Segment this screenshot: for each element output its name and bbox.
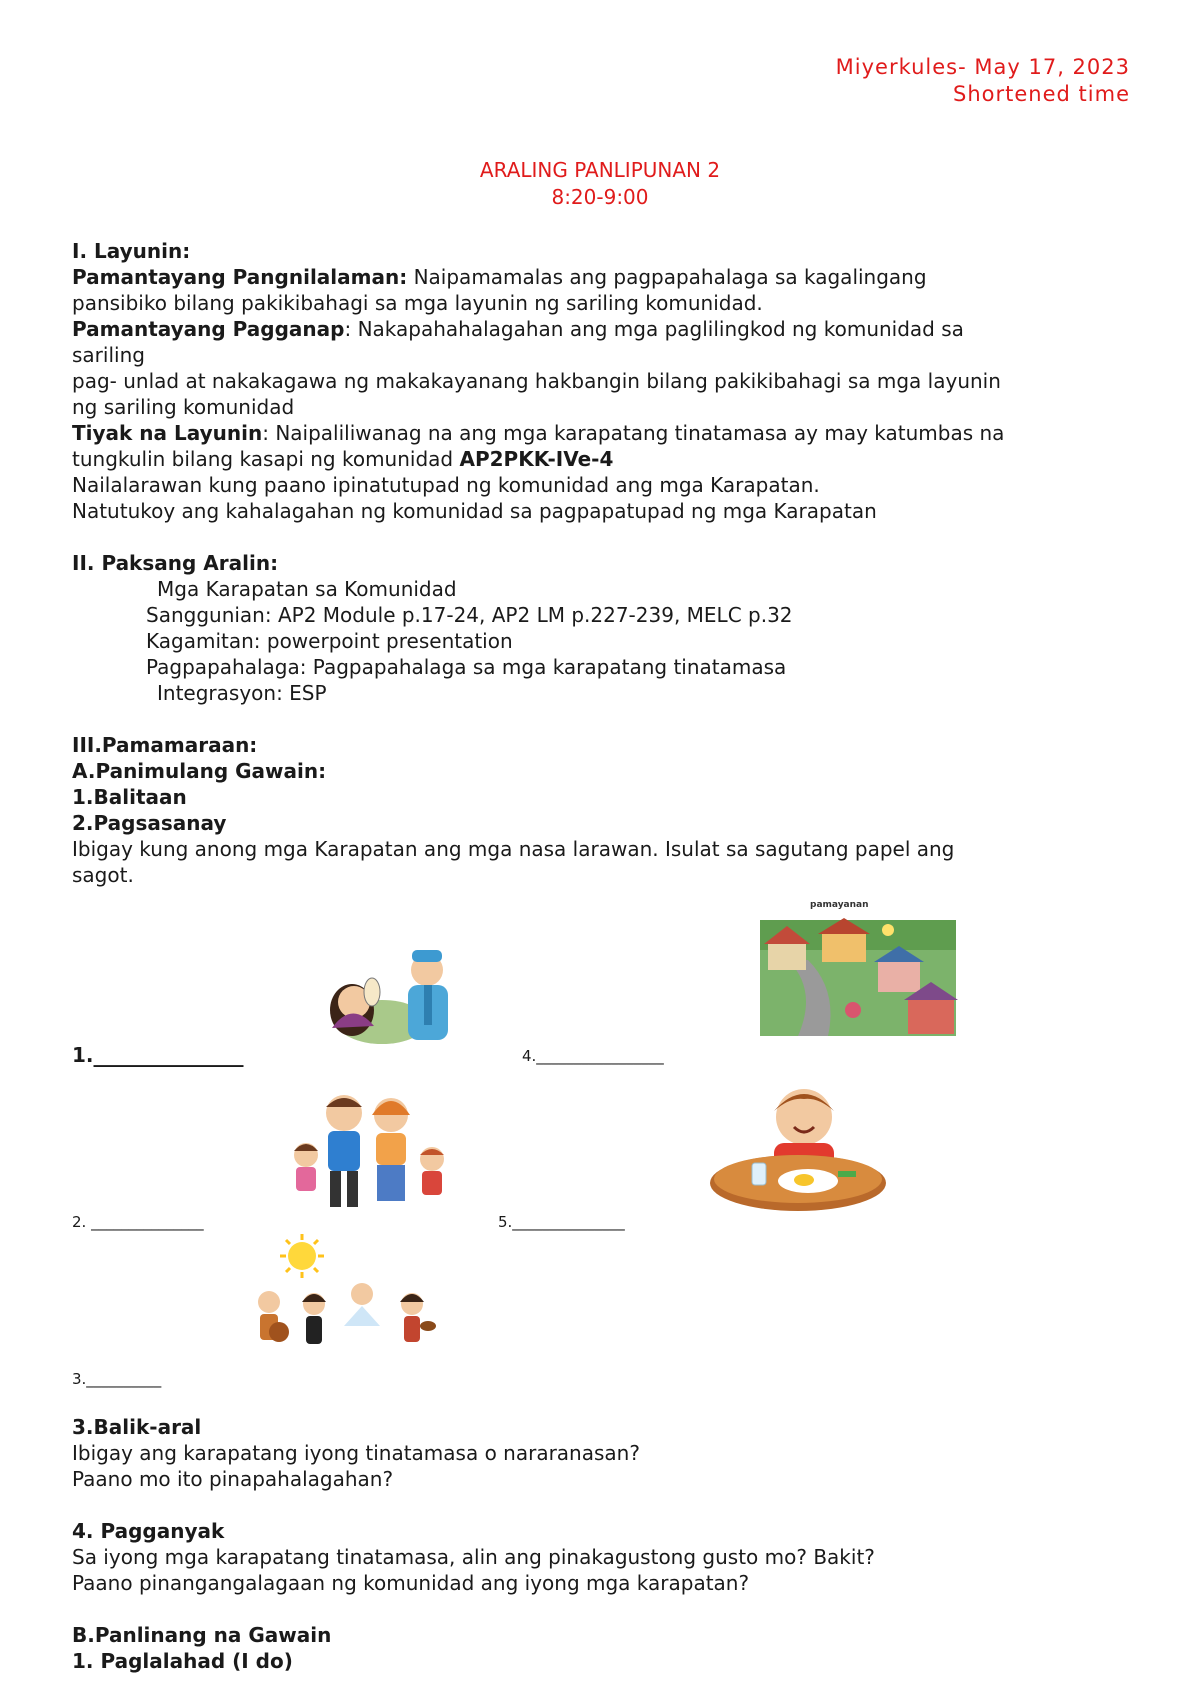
- pagganyak-heading: 4. Pagganyak: [72, 1519, 225, 1543]
- pagganap-text: : Nakapahahalagahan ang mga paglilingkod ng komunidad sa: [344, 317, 964, 341]
- pangnilalaman-label: Pamantayang Pangnilalaman:: [72, 265, 408, 289]
- objective-3: Natutukoy ang kahalagahan ng komunidad sa pagpapatupad ng mga Karapatan: [72, 499, 877, 523]
- paksa-heading: II. Paksang Aralin:: [72, 551, 279, 575]
- pagsasanay-instruction-2: sagot.: [72, 863, 134, 887]
- paglalahad-heading: 1. Paglalahad (I do): [72, 1649, 293, 1673]
- balik-aral-question-1: Ibigay ang karapatang iyong tinatamasa o nararanasan?: [72, 1441, 640, 1465]
- layunin-heading: I. Layunin:: [72, 239, 191, 263]
- pagganap-text-3: pag- unlad at nakakagawa ng makakayanang hakbangin bilang pakikibahagi sa mga layunin: [72, 369, 1001, 393]
- pagganap-line: [72, 316, 964, 342]
- community-scene-image: [758, 900, 958, 1038]
- tiyak-text: : Naipaliliwanag na ang mga karapatang tinatamasa ay may katumbas na: [262, 421, 1005, 445]
- paksa-pagpapahalaga: Pagpapahalaga: Pagpapahalaga sa mga karapatang tinatamasa: [146, 655, 787, 679]
- paksa-integrasyon: Integrasyon: ESP: [157, 681, 327, 705]
- pagganap-text-2: sariling: [72, 343, 145, 367]
- panimulang-gawain-heading: A.Panimulang Gawain:: [72, 759, 327, 783]
- pangnilalaman-text-2: pansibiko bilang pakikibahagi sa mga layunin ng sariling komunidad.: [72, 291, 763, 315]
- child-eating-image: [708, 1075, 888, 1213]
- tiyak-line: [72, 420, 1004, 446]
- date-header: [836, 54, 1130, 108]
- answer-blank-5[interactable]: 5._______________: [498, 1213, 625, 1231]
- answer-blank-1[interactable]: 1._______________: [72, 1043, 244, 1067]
- pagganap-label: Pamantayang Pagganap: [72, 317, 345, 341]
- balik-aral-heading: 3.Balik-aral: [72, 1415, 202, 1439]
- answer-blank-3[interactable]: 3.__________: [72, 1370, 162, 1388]
- tiyak-label: Tiyak na Layunin: [72, 421, 263, 445]
- pagganyak-question-2: Paano pinangangalagaan ng komunidad ang iyong mga karapatan?: [72, 1571, 750, 1595]
- tiyak-line-2: [72, 446, 613, 472]
- paksa-sanggunian: Sanggunian: AP2 Module p.17-24, AP2 LM p.227-239, MELC p.32: [146, 603, 793, 627]
- subject-time: 8:20-9:00: [551, 185, 649, 209]
- shortened-time-note: Shortened time: [953, 82, 1130, 106]
- community-image-caption: pamayanan: [810, 900, 869, 910]
- paksa-topic: Mga Karapatan sa Komunidad: [157, 577, 457, 601]
- family-image: [284, 1085, 454, 1209]
- panlinang-heading: B.Panlinang na Gawain: [72, 1623, 332, 1647]
- competency-code: AP2PKK-IVe-4: [459, 447, 614, 471]
- pangnilalaman-text: Naipamamalas ang pagpapahalaga sa kagalingang: [407, 265, 927, 289]
- answer-blank-2[interactable]: 2. _______________: [72, 1213, 204, 1231]
- date-text: Miyerkules- May 17, 2023: [835, 55, 1130, 79]
- answer-blank-4[interactable]: 4._________________: [522, 1047, 664, 1065]
- tiyak-text-2: tungkulin bilang kasapi ng komunidad: [72, 447, 460, 471]
- paksa-kagamitan: Kagamitan: powerpoint presentation: [146, 629, 513, 653]
- pagsasanay-heading: 2.Pagsasanay: [72, 811, 227, 835]
- pangnilalaman-line: [72, 264, 927, 290]
- pagganyak-question-1: Sa iyong mga karapatang tinatamasa, alin ang pinakagustong gusto mo? Bakit?: [72, 1545, 875, 1569]
- balik-aral-question-2: Paano mo ito pinapahalagahan?: [72, 1467, 394, 1491]
- objective-2: Nailalarawan kung paano ipinatutupad ng komunidad ang mga Karapatan.: [72, 473, 820, 497]
- sick-patient-doctor-image: [312, 940, 470, 1050]
- pamamaraan-heading: III.Pamamaraan:: [72, 733, 258, 757]
- pagsasanay-instruction-1: Ibigay kung anong mga Karapatan ang mga nasa larawan. Isulat sa sagutang papel ang: [72, 837, 955, 861]
- balitaan-heading: 1.Balitaan: [72, 785, 187, 809]
- children-play-image: [244, 1232, 448, 1362]
- pagganap-text-4: ng sariling komunidad: [72, 395, 295, 419]
- subject-title: ARALING PANLIPUNAN 2: [479, 158, 721, 182]
